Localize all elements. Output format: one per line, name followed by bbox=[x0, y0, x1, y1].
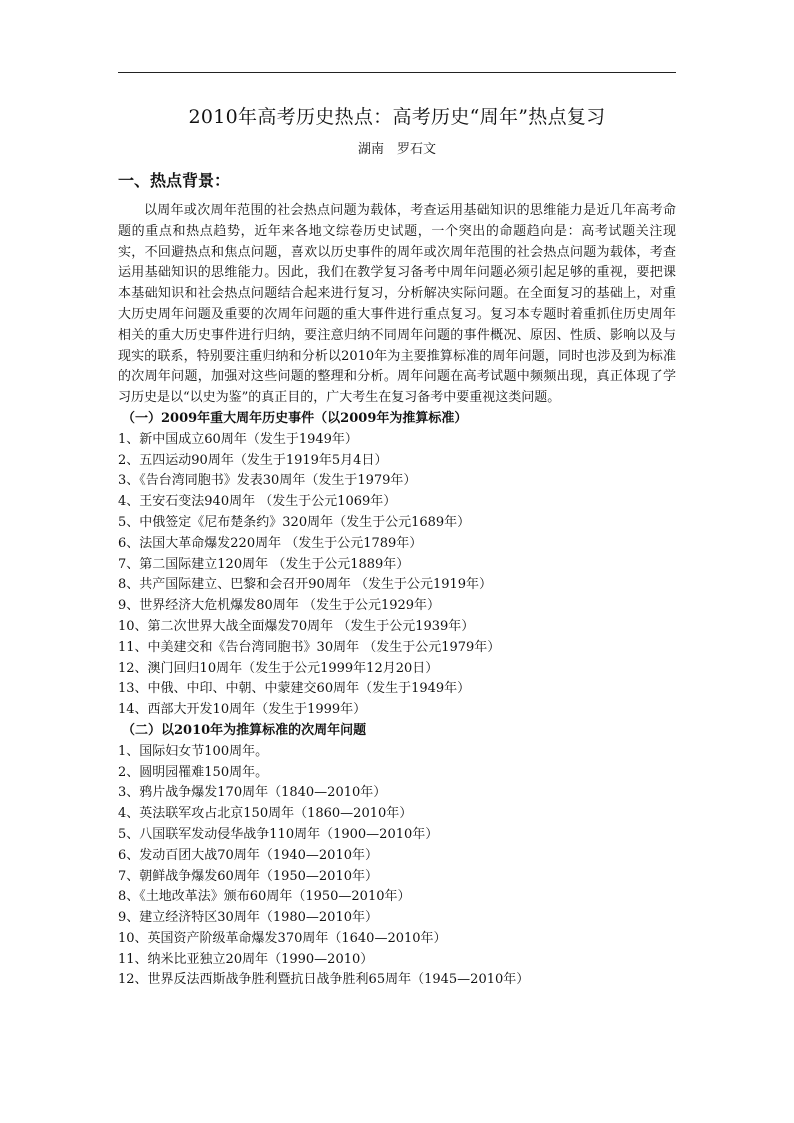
document-body bbox=[118, 201, 676, 991]
author-line: 湖南 罗石文 bbox=[357, 142, 436, 157]
list-item: 5、中俄签定《尼布楚条约》320周年（发生于公元1689年） bbox=[118, 514, 471, 530]
list-item: 2、圆明园罹难150周年。 bbox=[118, 764, 269, 780]
list-item: 10、第二次世界大战全面爆发70周年 （发生于公元1939年） bbox=[118, 618, 475, 634]
list-item: 9、世界经济大危机爆发80周年 （发生于公元1929年） bbox=[118, 598, 441, 614]
list-item: 10、英国资产阶级革命爆发370周年（1640—2010年） bbox=[118, 930, 447, 946]
list-item: 3、《告台湾同胞书》发表30周年（发生于1979年） bbox=[118, 473, 417, 489]
list-item: 3、鸦片战争爆发170周年（1840—2010年） bbox=[118, 785, 387, 801]
list-item: 8、《土地改革法》颁布60周年（1950—2010年） bbox=[118, 889, 411, 905]
list-item: 7、朝鲜战争爆发60周年（1950—2010年） bbox=[118, 868, 378, 884]
anniversary-list-2010 bbox=[118, 742, 676, 992]
list-2009-heading: （一）2009年重大周年历史事件（以2009年为推算标准） bbox=[122, 410, 468, 426]
list-item: 4、英法联军攻占北京150周年（1860—2010年） bbox=[118, 806, 413, 822]
list-item: 11、中美建交和《告台湾同胞书》30周年 （发生于公元1979年） bbox=[118, 639, 501, 655]
list-item: 13、中俄、中印、中朝、中蒙建交60周年（发生于1949年） bbox=[118, 681, 471, 697]
list-item: 8、共产国际建立、巴黎和会召开90周年 （发生于公元1919年） bbox=[118, 577, 493, 593]
list-item: 1、新中国成立60周年（发生于1949年） bbox=[118, 431, 358, 447]
intro-paragraph: 以周年或次周年范围的社会热点问题为载体，考查运用基础知识的思维能力是近几年高考命题的重点和热点趋势，近年来各地文综卷历史试题，一个突出的命题趋向是：高考试题关注现实，不回避热点和焦点问题，喜欢以历史事件的周年或次周年范围的社会热点问题为载体，考查运用基础知识的思维能力。因此，我们在教学复习备考中周年问题必须引起足够的重视，要把课本基础知识和社会热点问题结合起来进行复习，分析解决实际问题。在全面复习的基础上，对重大历史周年问题及重要的次周年问题的重大事件进行重点复习。复习本专题时着重抓住历史周年相关的重大历史事件进行归纳，要注意归纳不同周年问题的事件概况、原因、性质、影响以及与现实的联系，特别要注重归纳和分析以2010年为主要推算标准的周年问题，同时也涉及到为标准的次周年问题，加强对这些问题的整理和分析。周年问题在高考试题中频频出现，真正体现了学习历史是以“以史为鉴”的真正目的，广大考生在复习备考中要重视这类问题。 bbox=[118, 203, 676, 406]
list-item: 6、发动百团大战70周年（1940—2010年） bbox=[118, 847, 378, 863]
list-2010-heading: （二）以2010年为推算标准的次周年问题 bbox=[122, 722, 367, 738]
section-heading: 一、热点背景： bbox=[118, 171, 231, 190]
list-item: 1、国际妇女节100周年。 bbox=[118, 743, 269, 759]
list-item: 2、五四运动90周年（发生于1919年5月4日） bbox=[118, 452, 388, 468]
list-item: 4、王安石变法940周年 （发生于公元1069年） bbox=[118, 494, 397, 510]
list-item: 9、建立经济特区30周年（1980—2010年） bbox=[118, 910, 378, 926]
list-item: 12、世界反法西斯战争胜利暨抗日战争胜利65周年（1945—2010年） bbox=[118, 972, 530, 988]
header-rule bbox=[118, 72, 676, 73]
list-item: 14、西部大开发10周年（发生于1999年） bbox=[118, 702, 367, 718]
document-title: 2010年高考历史热点：高考历史“周年”热点复习 bbox=[188, 106, 606, 128]
list-item: 12、澳门回归10周年（发生于公元1999年12月20日） bbox=[118, 660, 439, 676]
anniversary-list-2009 bbox=[118, 430, 676, 721]
list-item: 7、第二国际建立120周年 （发生于公元1889年） bbox=[118, 556, 410, 572]
list-item: 5、八国联军发动侵华战争110周年（1900—2010年） bbox=[118, 826, 439, 842]
list-item: 6、法国大革命爆发220周年 （发生于公元1789年） bbox=[118, 535, 423, 551]
list-item: 11、纳米比亚独立20周年（1990—2010） bbox=[118, 951, 374, 967]
